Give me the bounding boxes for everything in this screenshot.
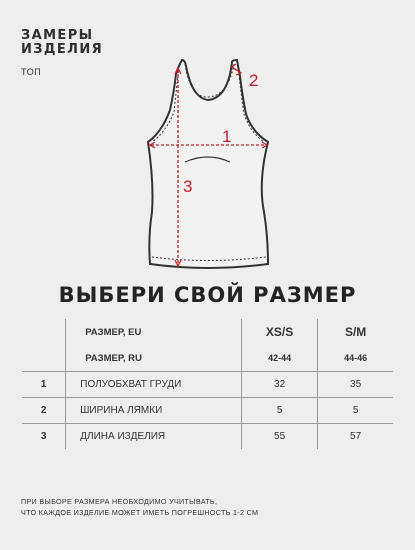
table-header-size: S/M — [318, 319, 393, 345]
table-header-size: 44-46 — [318, 345, 393, 372]
table-num-cell — [22, 319, 66, 345]
table-cell-value: 35 — [318, 372, 393, 398]
table-row-label: ПОЛУОБХВАТ ГРУДИ — [66, 372, 242, 398]
table-header-row-eu — [22, 319, 393, 345]
table-cell-value: 5 — [318, 398, 393, 424]
size-table — [22, 319, 393, 449]
page-title-line-2: ИЗДЕЛИЯ — [21, 42, 104, 57]
table-row — [22, 398, 393, 424]
label-3: 3 — [183, 177, 193, 196]
table-cell-value: 57 — [318, 424, 393, 450]
size-chart-title: ВЫБЕРИ СВОЙ РАЗМЕР — [58, 283, 357, 307]
table-row-number: 1 — [22, 372, 66, 398]
page-title-line-1: ЗАМЕРЫ — [21, 28, 94, 43]
disclaimer-line-1: ПРИ ВЫБОРЕ РАЗМЕРА НЕОБХОДИМО УЧИТЫВАТЬ, — [21, 497, 218, 506]
disclaimer-line-2: ЧТО КАЖДОЕ ИЗДЕЛИЕ МОЖЕТ ИМЕТЬ ПОГРЕШНОСТЬ 1-2 СМ — [21, 508, 259, 517]
tank-top-diagram — [140, 52, 275, 277]
table-row-label: ШИРИНА ЛЯМКИ — [66, 398, 242, 424]
table-cell-value: 5 — [241, 398, 317, 424]
table-header-label: РАЗМЕР, EU — [85, 326, 142, 338]
table-header-size: 42-44 — [241, 345, 317, 372]
table-num-cell — [22, 345, 66, 372]
table-cell-value: 55 — [241, 424, 317, 450]
table-header-size: XS/S — [241, 319, 317, 345]
table-header-row-ru — [22, 345, 393, 372]
table-cell-value: 32 — [241, 372, 317, 398]
table-row-number: 2 — [22, 398, 66, 424]
table-row-number: 3 — [22, 424, 66, 450]
label-1: 1 — [222, 127, 232, 146]
tank-top-outline — [148, 60, 268, 268]
page-header — [21, 29, 103, 77]
table-row — [22, 424, 393, 450]
product-type: ТОП — [21, 67, 42, 77]
label-2: 2 — [249, 71, 259, 90]
table-header-label: РАЗМЕР, RU — [66, 345, 242, 372]
table-row-label: ДЛИНА ИЗДЕЛИЯ — [80, 431, 166, 442]
table-row — [22, 372, 393, 398]
disclaimer-note — [21, 496, 258, 518]
